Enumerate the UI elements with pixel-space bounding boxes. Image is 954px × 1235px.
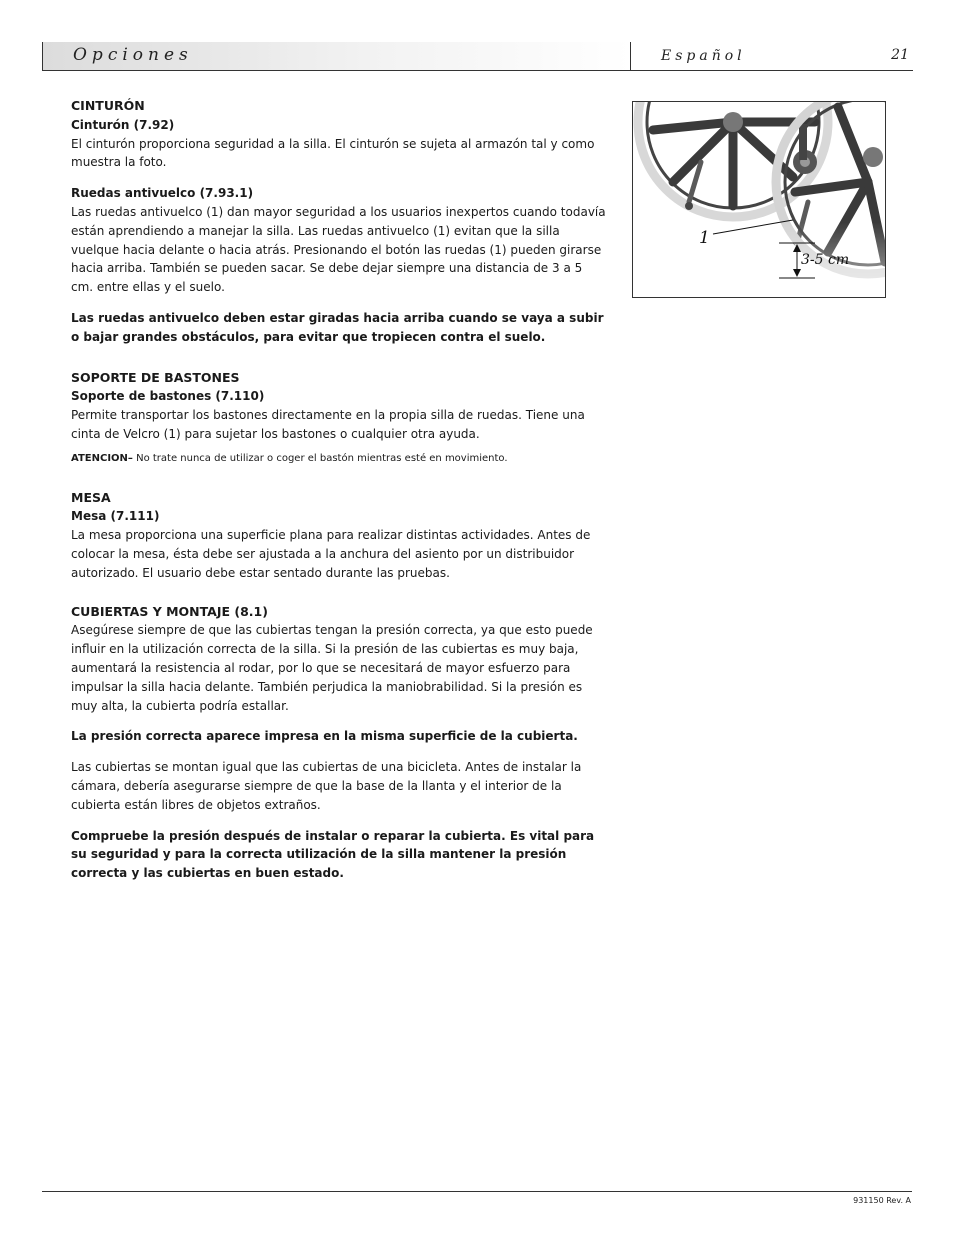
bold-cubiertas-1: La presión correcta aparece impresa en la misma superficie de la cubierta. xyxy=(71,729,578,744)
section-heading-cubiertas: CUBIERTAS Y MONTAJE (8.1) xyxy=(71,603,268,619)
note-text: No trate nunca de utilizar o coger el bastón mientras esté en movimiento. xyxy=(132,452,508,464)
dimension-label: 3-5 cm xyxy=(801,252,850,268)
section-heading-cinturon: CINTURÓN xyxy=(71,98,145,113)
paragraph-ruedas-antivuelco: Las ruedas antivuelco (1) dan mayor seguridad a los usuarios inexpertos cuando todavía están aprendiendo a manejar la silla. Las ruedas antivuelco (1) evitan que la silla vuelque hacia delante o hacia atrás. Presionando el botón las ruedas (1) pueden girarse hacia arriba. También se pueden sacar. Se debe dejar siempre una distancia de 3 a 5 cm. entre ellas y el suelo. xyxy=(71,204,606,295)
header-language-bar xyxy=(630,42,913,71)
page-title: Opciones xyxy=(73,45,193,65)
section-bastones xyxy=(71,369,606,469)
paragraph-cubiertas-2: Las cubiertas se montan igual que las cubiertas de una bicicleta. Antes de instalar la cámara, debería asegurarse siempre de que la base de la llanta y el interior de la cubierta están libres de objetos extraños. xyxy=(71,760,582,812)
note-atencion xyxy=(71,450,606,469)
section-cubiertas xyxy=(71,603,606,883)
paragraph-cinturon: El cinturón proporciona seguridad a la silla. El cinturón se sujeta al armazón tal y como muestra la foto. xyxy=(71,136,595,170)
section-mesa xyxy=(71,489,606,583)
header-title-bar xyxy=(42,42,631,71)
subheading-bastones: Soporte de bastones (7.110) xyxy=(71,389,265,404)
bold-cubiertas-2: Compruebe la presión después de instalar o reparar la cubierta. Es vital para su seguridad y para la correcta utilización de la silla mantener la presión correcta y las cubiertas en buen estado. xyxy=(71,828,595,881)
paragraph-mesa: La mesa proporciona una superficie plana para realizar distintas actividades. Antes de colocar la mesa, ésta debe ser ajustada a la anchura del asiento por un distribuidor autorizado. El usuario debe estar sentado durante las pruebas. xyxy=(71,528,591,580)
note-label: ATENCION– xyxy=(71,452,133,464)
paragraph-cubiertas-1: Asegúrese siempre de que las cubiertas tengan la presión correcta, ya que esto puede influir en la utilización correcta de la silla. Si la presión de las cubiertas es muy baja, aumentará la resistencia al rodar, por lo que se necesitará de mayor esfuerzo para impulsar la silla hacia delante. También perjudica la maniobrabilidad. Si la presión es muy alta, la cubierta podría estallar. xyxy=(71,623,593,713)
subheading-mesa: Mesa (7.111) xyxy=(71,509,160,524)
section-heading-mesa: MESA xyxy=(71,489,111,505)
anti-tip-wheels-photo xyxy=(632,101,886,298)
subheading-ruedas-antivuelco: Ruedas antivuelco (7.93.1) xyxy=(71,186,254,201)
document-code: 931150 Rev. A xyxy=(853,1196,911,1205)
paragraph-bastones: Permite transportar los bastones directamente en la propia silla de ruedas. Tiene una cinta de Velcro (1) para sujetar los bastones o cualquier otra ayuda. xyxy=(71,408,585,441)
footer-rule xyxy=(42,1191,912,1192)
language-label: Español xyxy=(661,48,746,64)
main-content xyxy=(71,97,606,895)
section-heading-bastones: SOPORTE DE BASTONES xyxy=(71,369,240,385)
callout-number: 1 xyxy=(699,228,710,248)
warning-ruedas-antivuelco: Las ruedas antivuelco deben estar giradas hacia arriba cuando se vaya a subir o bajar grandes obstáculos, para evitar que tropiecen contra el suelo. xyxy=(71,310,604,344)
subheading-cinturon: Cinturón (7.92) xyxy=(71,117,175,132)
page-number: 21 xyxy=(891,47,909,63)
